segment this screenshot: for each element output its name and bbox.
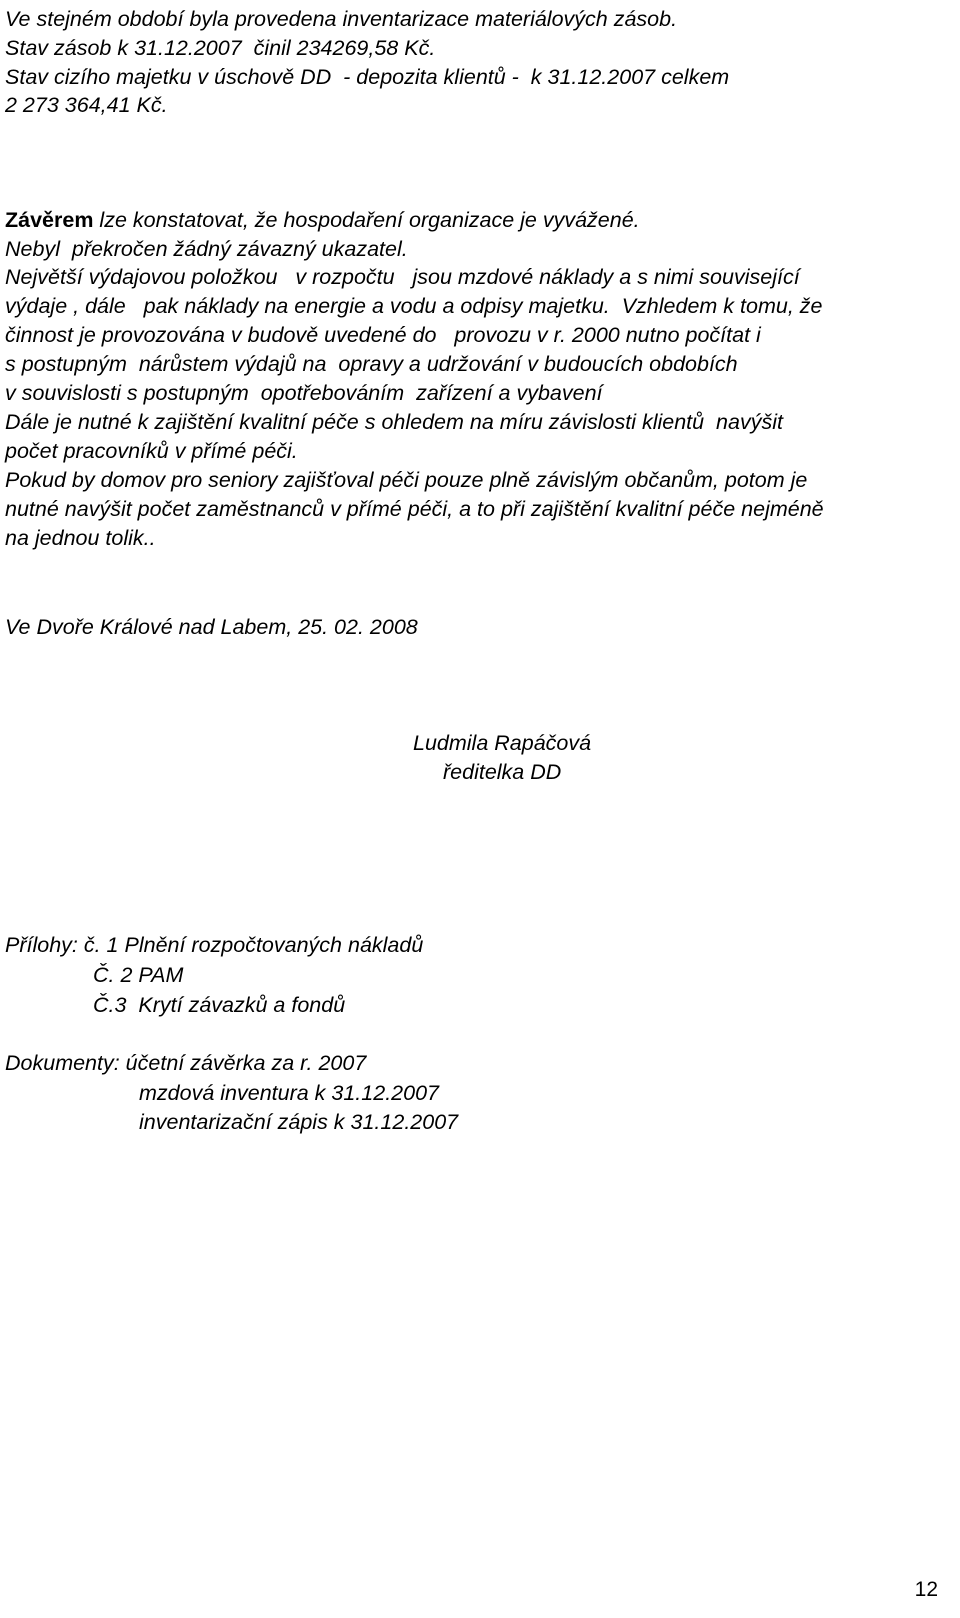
signature-title: ředitelka DD: [443, 760, 562, 784]
text-line: 2 273 364,41 Kč.: [5, 93, 168, 117]
attachments-label: Přílohy: č. 1 Plnění rozpočtovaných nákladů: [5, 933, 424, 957]
text-line: Dále je nutné k zajištění kvalitní péče s ohledem na míru závislosti klientů navýšit: [5, 410, 783, 434]
text-line: Ve stejném období byla provedena inventarizace materiálových zásob.: [5, 7, 678, 31]
text-line: počet pracovníků v přímé péči.: [5, 439, 298, 463]
text-line: Pokud by domov pro seniory zajišťoval péči pouze plně závislým občanům, potom je: [5, 468, 808, 492]
document-item: inventarizační zápis k 31.12.2007: [139, 1110, 459, 1134]
text-line: Největší výdajovou položkou v rozpočtu jsou mzdové náklady a s nimi související: [5, 265, 800, 289]
text-line: činnost je provozována v budově uvedené do provozu v r. 2000 nutno počítat i: [5, 323, 761, 347]
text-line: Stav zásob k 31.12.2007 činil 234269,58 Kč.: [5, 36, 436, 60]
text-line: na jednou tolik..: [5, 526, 156, 550]
signature-name: Ludmila Rapáčová: [413, 731, 592, 755]
text-line: Nebyl překročen žádný závazný ukazatel.: [5, 237, 408, 261]
text-line: výdaje , dále pak náklady na energie a vodu a odpisy majetku. Vzhledem k tomu, že: [5, 294, 823, 318]
document-item: mzdová inventura k 31.12.2007: [139, 1081, 440, 1105]
conclusion-bold: Závěrem: [5, 208, 94, 232]
attachment-item: Č. 2 PAM: [93, 963, 184, 987]
conclusion-rest: lze konstatovat, že hospodaření organizace je vyvážené.: [93, 208, 640, 232]
text-line: nutné navýšit počet zaměstnanců v přímé péči, a to při zajištění kvalitní péče nejméně: [5, 497, 824, 521]
text-line: Stav cizího majetku v úschově DD - depozita klientů - k 31.12.2007 celkem: [5, 65, 730, 89]
documents-label: Dokumenty: účetní závěrka za r. 2007: [5, 1051, 367, 1075]
attachment-item: Č.3 Krytí závazků a fondů: [93, 993, 346, 1017]
page-number: 12: [914, 1578, 938, 1601]
text-line: s postupným nárůstem výdajů na opravy a udržování v budoucích obdobích: [5, 352, 738, 376]
place-date: Ve Dvoře Králové nad Labem, 25. 02. 2008: [5, 615, 418, 639]
text-line: v souvislosti s postupným opotřebováním zařízení a vybavení: [5, 381, 603, 405]
conclusion-line: [5, 205, 640, 235]
